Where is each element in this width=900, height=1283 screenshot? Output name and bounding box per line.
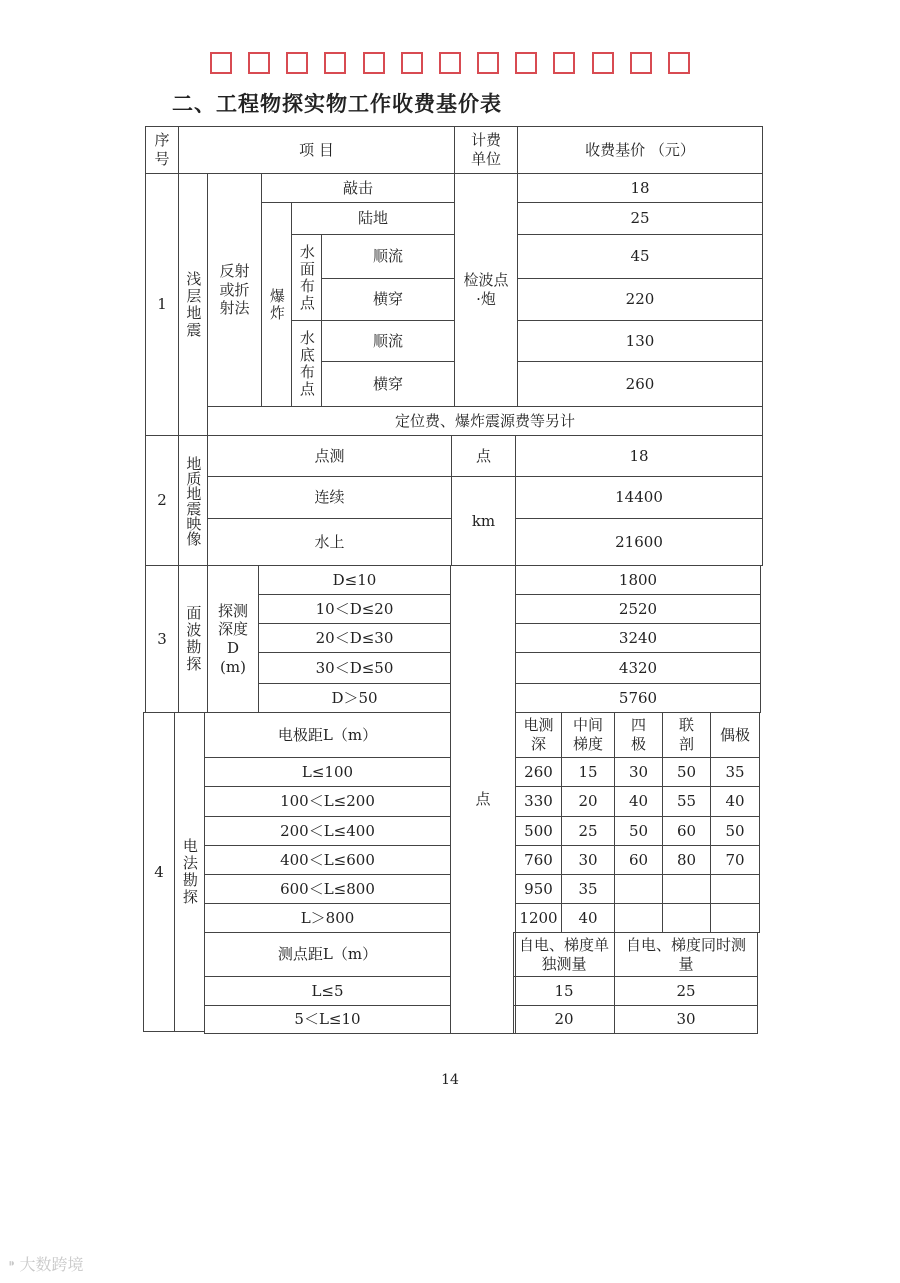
s4-no: 4 [143, 712, 175, 1032]
s4-value: 50 [614, 816, 663, 846]
s3-price: 4320 [515, 652, 761, 684]
s4-value: 330 [515, 786, 562, 817]
s4-col-header [515, 712, 562, 758]
s4-value: 40 [561, 903, 615, 933]
s4-value: 30 [614, 757, 663, 787]
s1-blast: 爆炸 [261, 202, 292, 407]
s2-name: 地质地震映像 [178, 435, 208, 566]
s1-ws-down-price: 45 [517, 234, 763, 279]
s4-value [614, 874, 663, 904]
s2-point-price: 18 [515, 435, 763, 477]
watermark [8, 1252, 84, 1275]
s3-name: 面波勘探 [178, 565, 208, 713]
s4-electrode-header: 电极距L（m） [204, 712, 451, 758]
s1-method [207, 173, 262, 407]
s3-price: 1800 [515, 565, 761, 595]
s3-price: 2520 [515, 594, 761, 624]
s3-price: 3240 [515, 623, 761, 653]
page-number: 14 [441, 1072, 459, 1088]
s1-name: 浅层地震 [178, 173, 208, 436]
s3-range: 10＜D≤20 [258, 594, 451, 624]
s2-point-unit: 点 [451, 435, 516, 477]
s4-value: 60 [614, 845, 663, 875]
header-seq [145, 126, 179, 174]
s4-col-text: 联剖 [678, 716, 694, 753]
s4-col-header [662, 712, 711, 758]
s3-range: 20＜D≤30 [258, 623, 451, 653]
s2-point: 点测 [207, 435, 452, 477]
watermark-logo-icon: ⁍ [8, 1254, 16, 1273]
s4-spacing-header: 测点距L（m） [204, 932, 451, 977]
s1-knock-price: 18 [517, 173, 763, 203]
s4-name: 电法勘探 [174, 712, 205, 1032]
s1-unit-text: 检波点·炮 [463, 271, 509, 308]
header-unit [454, 126, 518, 174]
watermark-text: 大数跨境 [19, 1255, 84, 1274]
s4-sp-value: 20 [513, 1005, 615, 1034]
s3-range: D≤10 [258, 565, 451, 595]
s1-land-price: 25 [517, 202, 763, 235]
header-seq-text: 序号 [154, 131, 170, 168]
s4-value: 40 [710, 786, 760, 817]
s4-range: 400＜L≤600 [204, 845, 451, 875]
s2-km-unit: km [451, 476, 516, 566]
s1-ws-across-price: 220 [517, 278, 763, 321]
s4-sp-col-header [513, 932, 615, 977]
header-unit-text: 计费单位 [470, 131, 501, 168]
s1-wb-across-price: 260 [517, 361, 763, 407]
s4-sp-value: 15 [513, 976, 615, 1006]
s3-depth-text: 探测深度D(m) [217, 601, 248, 676]
s1-ws-across: 横穿 [321, 278, 455, 321]
s4-value: 30 [561, 845, 615, 875]
s4-value: 950 [515, 874, 562, 904]
s3-no: 3 [145, 565, 179, 713]
s4-sp-value: 30 [614, 1005, 758, 1034]
s1-water-bottom: 水底布点 [291, 320, 322, 407]
page-title: 二、工程物探实物工作收费基价表 [172, 92, 502, 116]
s4-value: 35 [710, 757, 760, 787]
header-price: 收费基价 （元） [517, 126, 763, 174]
s4-sp-range: 5＜L≤10 [204, 1005, 451, 1034]
s4-sp-col-header [614, 932, 758, 977]
s3-range: D＞50 [258, 683, 451, 713]
s4-value: 15 [561, 757, 615, 787]
s1-land: 陆地 [291, 202, 455, 235]
s1-ws-downstream: 顺流 [321, 234, 455, 279]
s4-value [662, 874, 711, 904]
s4-col-text: 中间梯度 [572, 716, 603, 753]
s4-value [710, 903, 760, 933]
s4-value: 50 [662, 757, 711, 787]
s2-no: 2 [145, 435, 179, 566]
s1-no: 1 [145, 173, 179, 436]
s4-sp-col-text: 自电、梯度同时测量 [625, 935, 746, 973]
s4-col-text: 电测深 [523, 716, 554, 753]
s4-sp-range: L≤5 [204, 976, 451, 1006]
s4-sp-col-text: 自电、梯度单独测量 [519, 935, 610, 973]
s4-range: 600＜L≤800 [204, 874, 451, 904]
s4-value [662, 903, 711, 933]
header-item: 项 目 [178, 126, 455, 174]
s4-value [614, 903, 663, 933]
s3-range: 30＜D≤50 [258, 652, 451, 684]
s2-cont: 连续 [207, 476, 452, 519]
s4-value: 55 [662, 786, 711, 817]
s1-wb-across: 横穿 [321, 361, 455, 407]
s4-col-text: 四极 [630, 716, 646, 753]
s4-value: 60 [662, 816, 711, 846]
s4-range: 100＜L≤200 [204, 786, 451, 817]
s1-knock: 敲击 [261, 173, 455, 203]
s1-wb-down-price: 130 [517, 320, 763, 362]
s34-unit: 点 [450, 565, 516, 1034]
s4-range: L＞800 [204, 903, 451, 933]
s4-col-header [561, 712, 615, 758]
s4-value: 25 [561, 816, 615, 846]
s4-value: 80 [662, 845, 711, 875]
s4-value: 70 [710, 845, 760, 875]
s4-value [710, 874, 760, 904]
s4-value: 40 [614, 786, 663, 817]
s4-value: 500 [515, 816, 562, 846]
s4-value: 1200 [515, 903, 562, 933]
s4-col-header [614, 712, 663, 758]
s2-water-price: 21600 [515, 518, 763, 566]
s4-range: 200＜L≤400 [204, 816, 451, 846]
s4-value: 760 [515, 845, 562, 875]
s4-value: 260 [515, 757, 562, 787]
s2-water: 水上 [207, 518, 452, 566]
s1-unit [454, 173, 518, 407]
s4-value: 35 [561, 874, 615, 904]
s4-sp-value: 25 [614, 976, 758, 1006]
s3-price: 5760 [515, 683, 761, 713]
s4-value: 20 [561, 786, 615, 817]
s4-value: 50 [710, 816, 760, 846]
s1-note: 定位费、爆炸震源费等另计 [207, 406, 763, 436]
s4-range: L≤100 [204, 757, 451, 787]
s2-cont-price: 14400 [515, 476, 763, 519]
s3-depth [207, 565, 259, 713]
s4-col-header: 偶极 [710, 712, 760, 758]
s1-water-surface: 水面布点 [291, 234, 322, 321]
s1-method-text: 反射或折射法 [219, 261, 250, 318]
s1-wb-downstream: 顺流 [321, 320, 455, 362]
